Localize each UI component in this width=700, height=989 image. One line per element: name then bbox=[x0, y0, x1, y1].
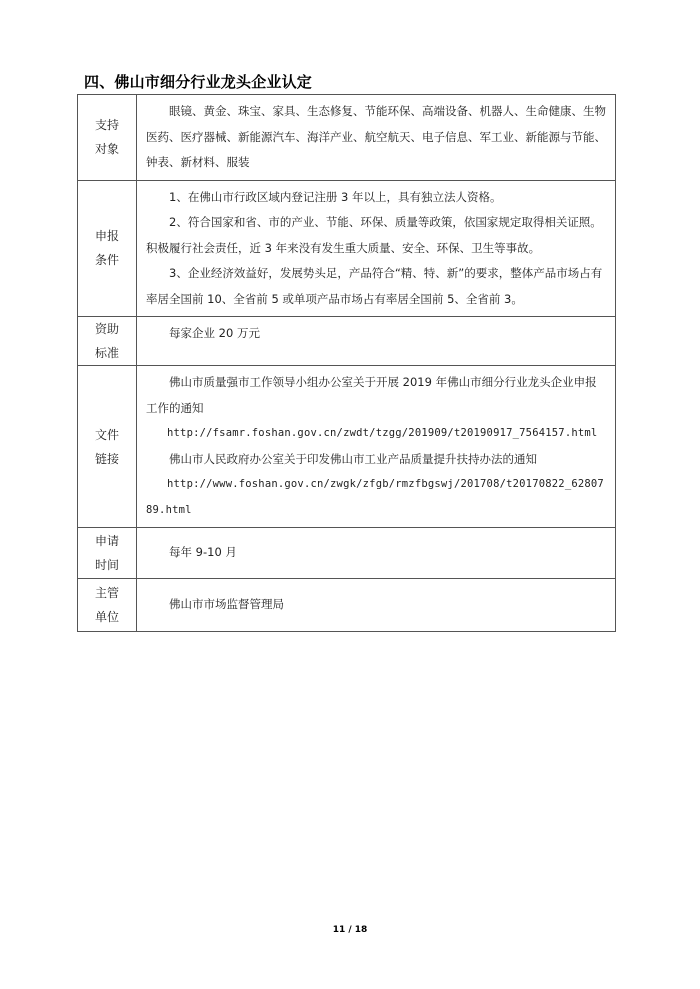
label-line-2: 对象 bbox=[94, 142, 119, 157]
label-line-2: 时间 bbox=[94, 558, 119, 572]
row-document-links bbox=[78, 366, 616, 528]
label-authority bbox=[78, 579, 137, 632]
document-links-text bbox=[137, 366, 616, 528]
authority-text bbox=[137, 579, 616, 632]
page-number: 11 / 18 bbox=[332, 925, 368, 935]
authority-name: 佛山市市场监督管理局 bbox=[169, 597, 284, 612]
info-table bbox=[77, 94, 616, 632]
document-2-title: 佛山市人民政府办公室关于印发佛山市工业产品质量提升扶持办法的通知 bbox=[169, 451, 537, 466]
label-support-target bbox=[78, 95, 137, 181]
label-application-time bbox=[78, 528, 137, 579]
application-time-text bbox=[137, 528, 616, 579]
document-2-link[interactable]: http://www.foshan.gov.cn/zwgk/zfgb/rmzfbgswj/201708/t20170822_6280789.html bbox=[146, 478, 604, 516]
label-funding bbox=[78, 317, 137, 366]
application-period: 每年 9-10 月 bbox=[169, 545, 237, 560]
row-application-time bbox=[78, 528, 616, 579]
document-1-title: 佛山市质量强市工作领导小组办公室关于开展 2019 年佛山市细分行业龙头企业申报工作的通知 bbox=[146, 375, 597, 415]
row-conditions bbox=[78, 180, 616, 317]
section-heading: 四、佛山市细分行业龙头企业认定 bbox=[84, 73, 313, 91]
row-support-target bbox=[78, 95, 616, 181]
condition-item-2: 2、符合国家和省、市的产业、节能、环保、质量等政策，依国家规定取得相关证照。积极履行社会责任，近 3 年来没有发生重大质量、安全、环保、卫生等事故。 bbox=[146, 215, 602, 255]
condition-item-3: 3、企业经济效益好，发展势头足，产品符合“精、特、新”的要求，整体产品市场占有率居全国前 10、全省前 5 或单项产品市场占有率居全国前 5、全省前 3。 bbox=[146, 266, 603, 306]
document-1-link[interactable]: http://fsamr.foshan.gov.cn/zwdt/tzgg/201909/t20190917_7564157.html bbox=[167, 427, 598, 439]
label-line-1: 资助 bbox=[94, 322, 119, 336]
label-line-1: 主管 bbox=[94, 586, 119, 600]
support-target-text bbox=[137, 95, 616, 181]
condition-item-1: 1、在佛山市行政区域内登记注册 3 年以上，具有独立法人资格。 bbox=[169, 189, 502, 204]
row-authority bbox=[78, 579, 616, 632]
label-line-2: 标准 bbox=[94, 346, 119, 360]
label-line-2: 单位 bbox=[94, 610, 119, 624]
support-target-list: 眼镜、黄金、珠宝、家具、生态修复、节能环保、高端设备、机器人、生命健康、生物医药、医疗器械、新能源汽车、海洋产业、航空航天、电子信息、军工业、新能源与节能、钟表、新材料、服装 bbox=[146, 104, 606, 169]
label-line-2: 链接 bbox=[94, 451, 119, 466]
funding-amount: 每家企业 20 万元 bbox=[169, 326, 260, 340]
label-line-1: 文件 bbox=[94, 427, 119, 442]
label-line-2: 条件 bbox=[94, 253, 119, 268]
label-conditions bbox=[78, 180, 137, 317]
label-line-1: 申报 bbox=[94, 229, 119, 244]
label-line-1: 申请 bbox=[94, 534, 119, 548]
funding-text bbox=[137, 317, 616, 366]
label-document-links bbox=[78, 366, 137, 528]
conditions-text bbox=[137, 180, 616, 317]
label-line-1: 支持 bbox=[94, 118, 119, 133]
row-funding bbox=[78, 317, 616, 366]
